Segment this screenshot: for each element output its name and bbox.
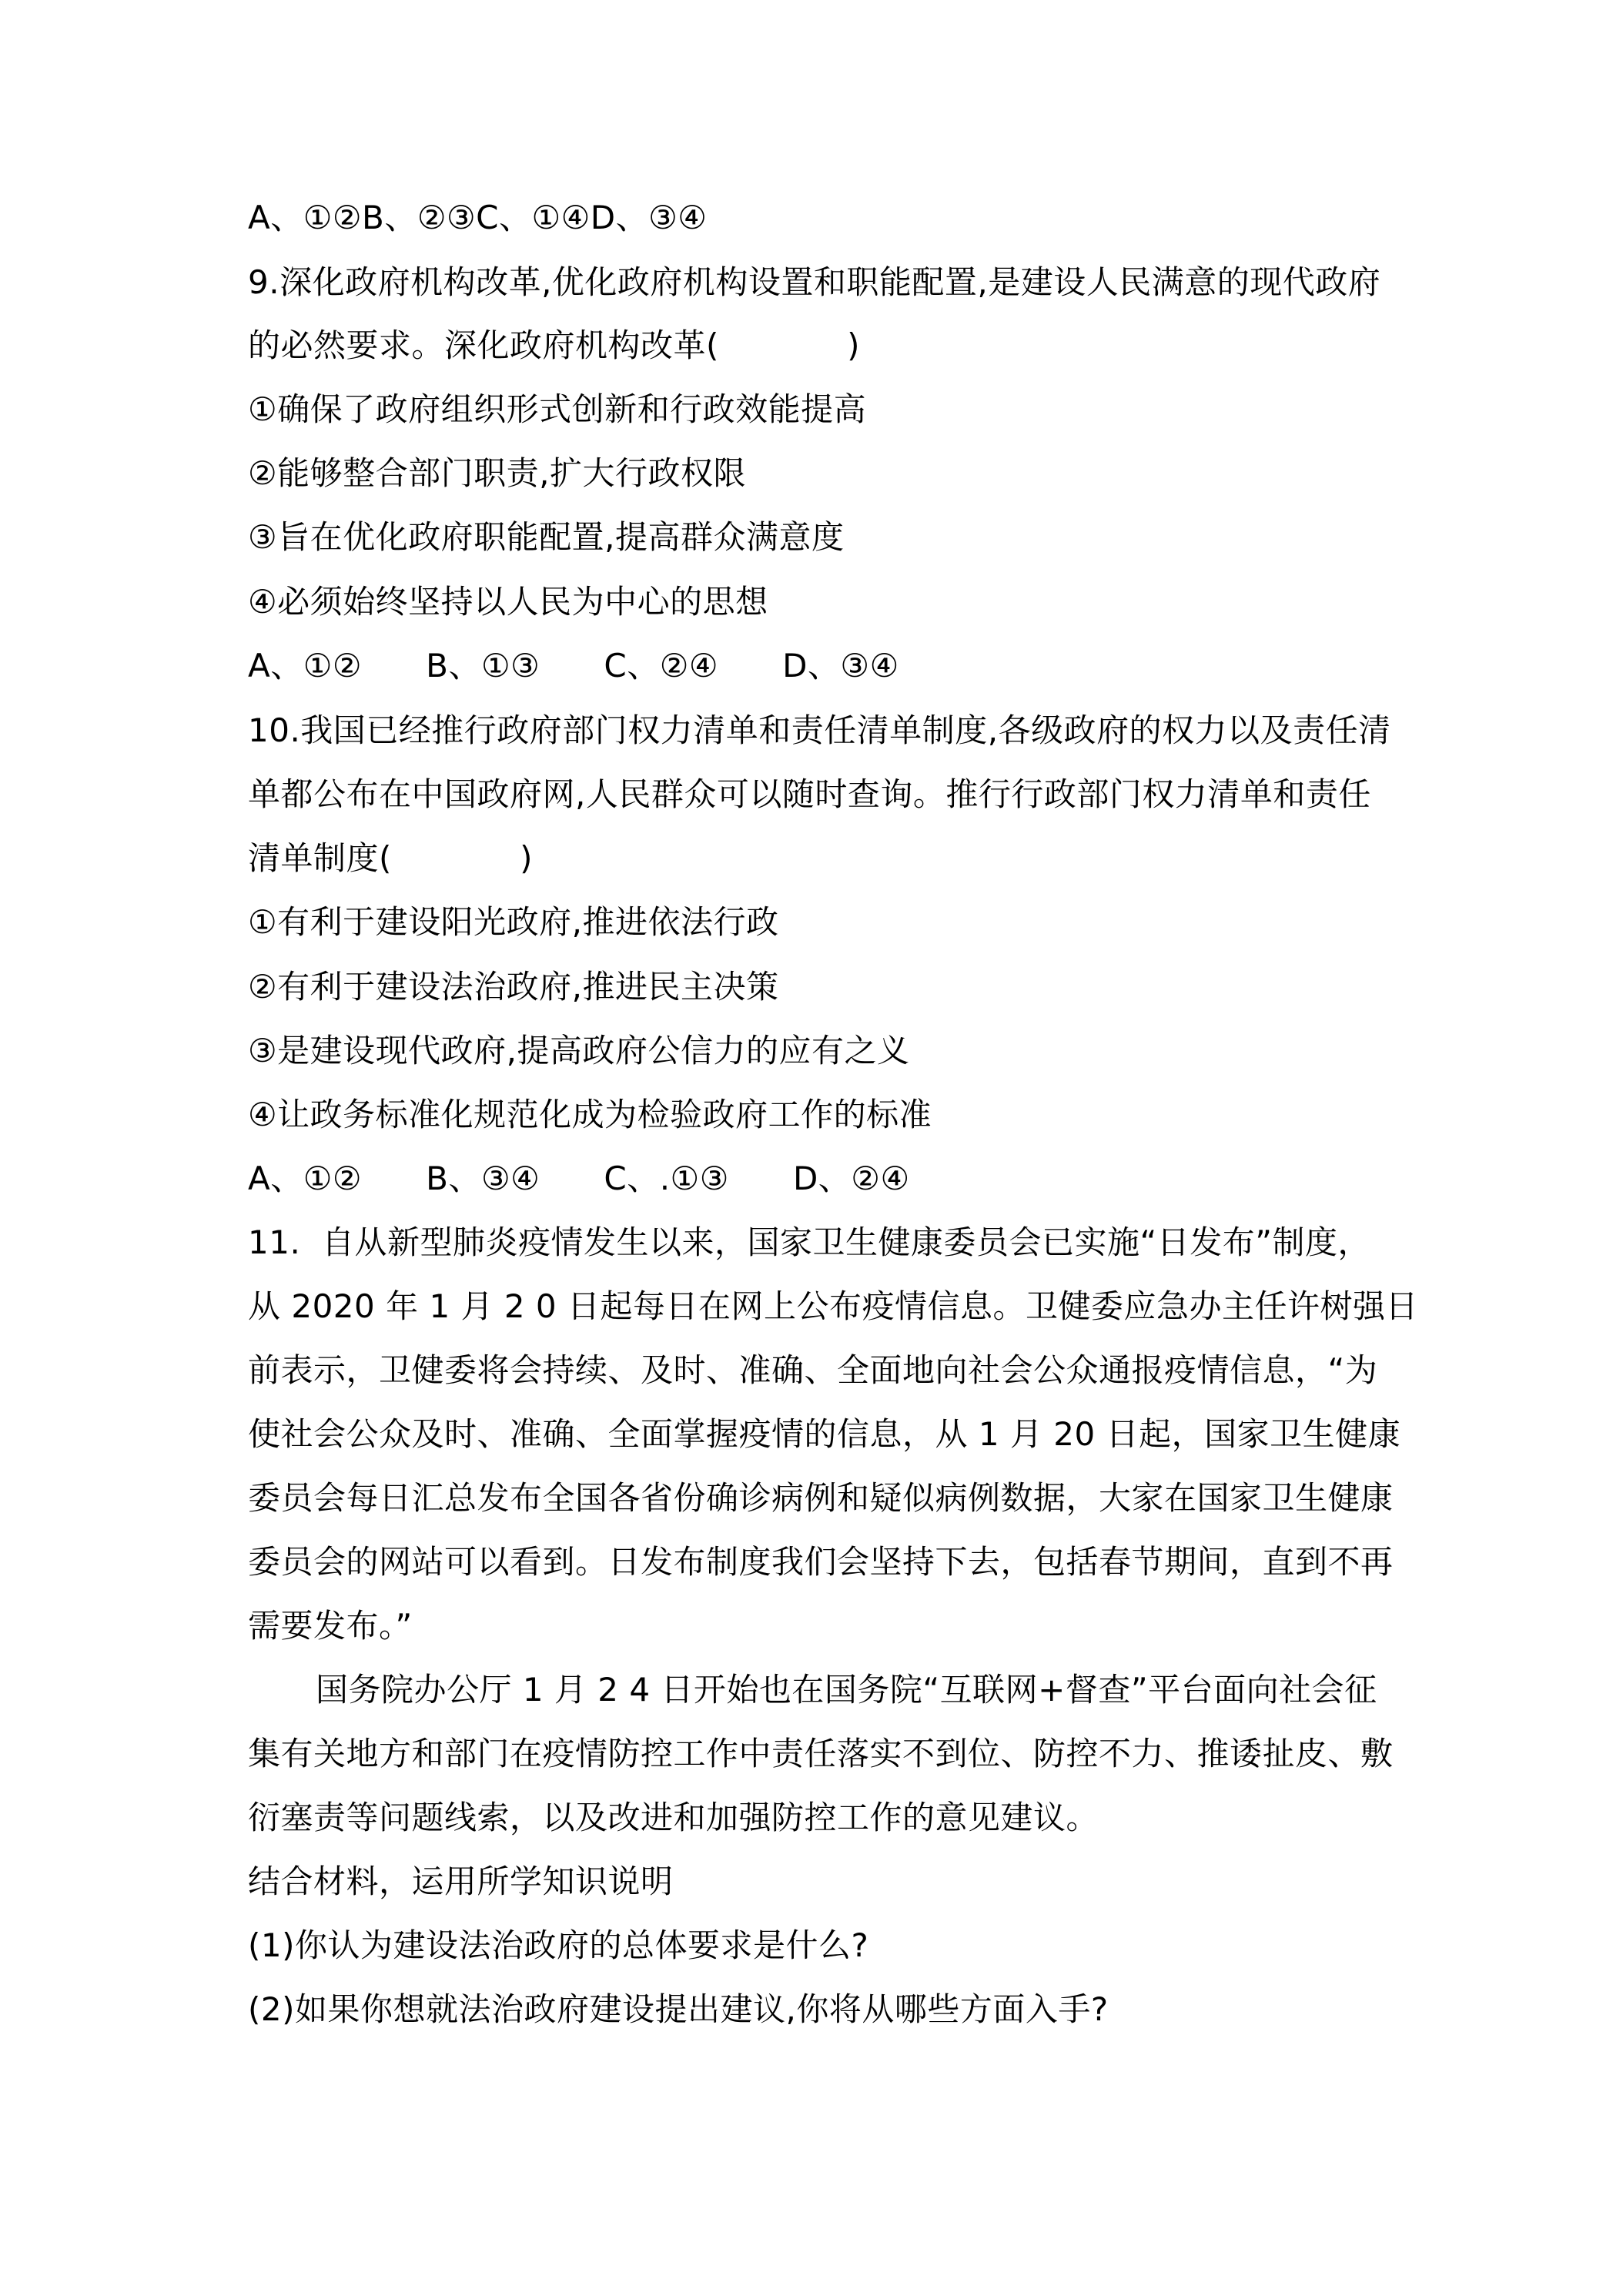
question-10-item-2: ②有利于建设法治政府,推进民主决策	[248, 968, 779, 1006]
question-9-stem-cont: 的必然要求。深化政府机构改革( )	[248, 326, 860, 364]
question-11-sub-1: (1)你认为建设法治政府的总体要求是什么?	[248, 1926, 869, 1964]
question-9-item-4: ④必须始终坚持以人民为中心的思想	[248, 583, 768, 621]
question-11-material-para2-line-2: 集有关地方和部门在疫情防控工作中责任落实不到位、防控不力、推诿扯皮、敷	[248, 1735, 1394, 1772]
question-9-item-2: ②能够整合部门职责,扩大行政权限	[248, 454, 747, 492]
question-11-instruction: 结合材料，运用所学知识说明	[248, 1863, 674, 1900]
question-10-stem-cont-1: 单都公布在中国政府网,人民群众可以随时查询。推行行政部门权力清单和责任	[248, 775, 1371, 813]
question-9-item-1: ①确保了政府组织形式创新和行政效能提高	[248, 390, 867, 428]
question-11-material-line-7: 需要发布。”	[248, 1607, 413, 1645]
question-11-material-line-5: 委员会每日汇总发布全国各省份确诊病例和疑似病例数据，大家在国家卫生健康	[248, 1479, 1394, 1517]
question-11-material-line-3: 前表示，卫健委将会持续、及时、准确、全面地向社会公众通报疫情信息，“为	[248, 1351, 1378, 1389]
question-9-item-3: ③旨在优化政府职能配置,提高群众满意度	[248, 518, 845, 556]
question-9-stem: 9.深化政府机构改革,优化政府机构设置和职能配置,是建设人民满意的现代政府	[248, 263, 1381, 301]
question-11-material-line-1: 11. 自从新型肺炎疫情发生以来，国家卫生健康委员会已实施“日发布”制度，	[248, 1223, 1371, 1261]
question-10-item-3: ③是建设现代政府,提高政府公信力的应有之义	[248, 1032, 910, 1069]
question-10-stem: 10.我国已经推行政府部门权力清单和责任清单制度,各级政府的权力以及责任清	[248, 711, 1391, 749]
answer-options-q10: A、①② B、③④ C、.①③ D、②④	[248, 1160, 910, 1197]
question-11-material-para2-line-3: 衍塞责等问题线索，以及改进和加强防控工作的意见建议。	[248, 1799, 1099, 1836]
question-11-material-line-4: 使社会公众及时、准确、全面掌握疫情的信息，从 1 月 20 日起，国家卫生健康	[248, 1415, 1401, 1453]
question-11-material-line-6: 委员会的网站可以看到。日发布制度我们会坚持下去，包括春节期间，直到不再	[248, 1543, 1394, 1581]
question-11-material-para2-line-1: 国务院办公厅 1 月 2 4 日开始也在国务院“互联网+督查”平台面向社会征	[316, 1671, 1377, 1709]
question-10-item-4: ④让政务标准化规范化成为检验政府工作的标准	[248, 1096, 932, 1133]
question-11-sub-2: (2)如果你想就法治政府建设提出建议,你将从哪些方面入手?	[248, 1990, 1109, 2028]
question-10-stem-cont-2: 清单制度( )	[248, 839, 533, 877]
question-10-item-1: ①有利于建设阳光政府,推进依法行政	[248, 903, 779, 941]
answer-options-q8: A、①②B、②③C、①④D、③④	[248, 199, 708, 236]
question-11-material-line-2: 从 2020 年 1 月 2 0 日起每日在网上公布疫情信息。卫健委应急办主任许树强日	[248, 1287, 1419, 1325]
answer-options-q9: A、①② B、①③ C、②④ D、③④	[248, 647, 899, 684]
